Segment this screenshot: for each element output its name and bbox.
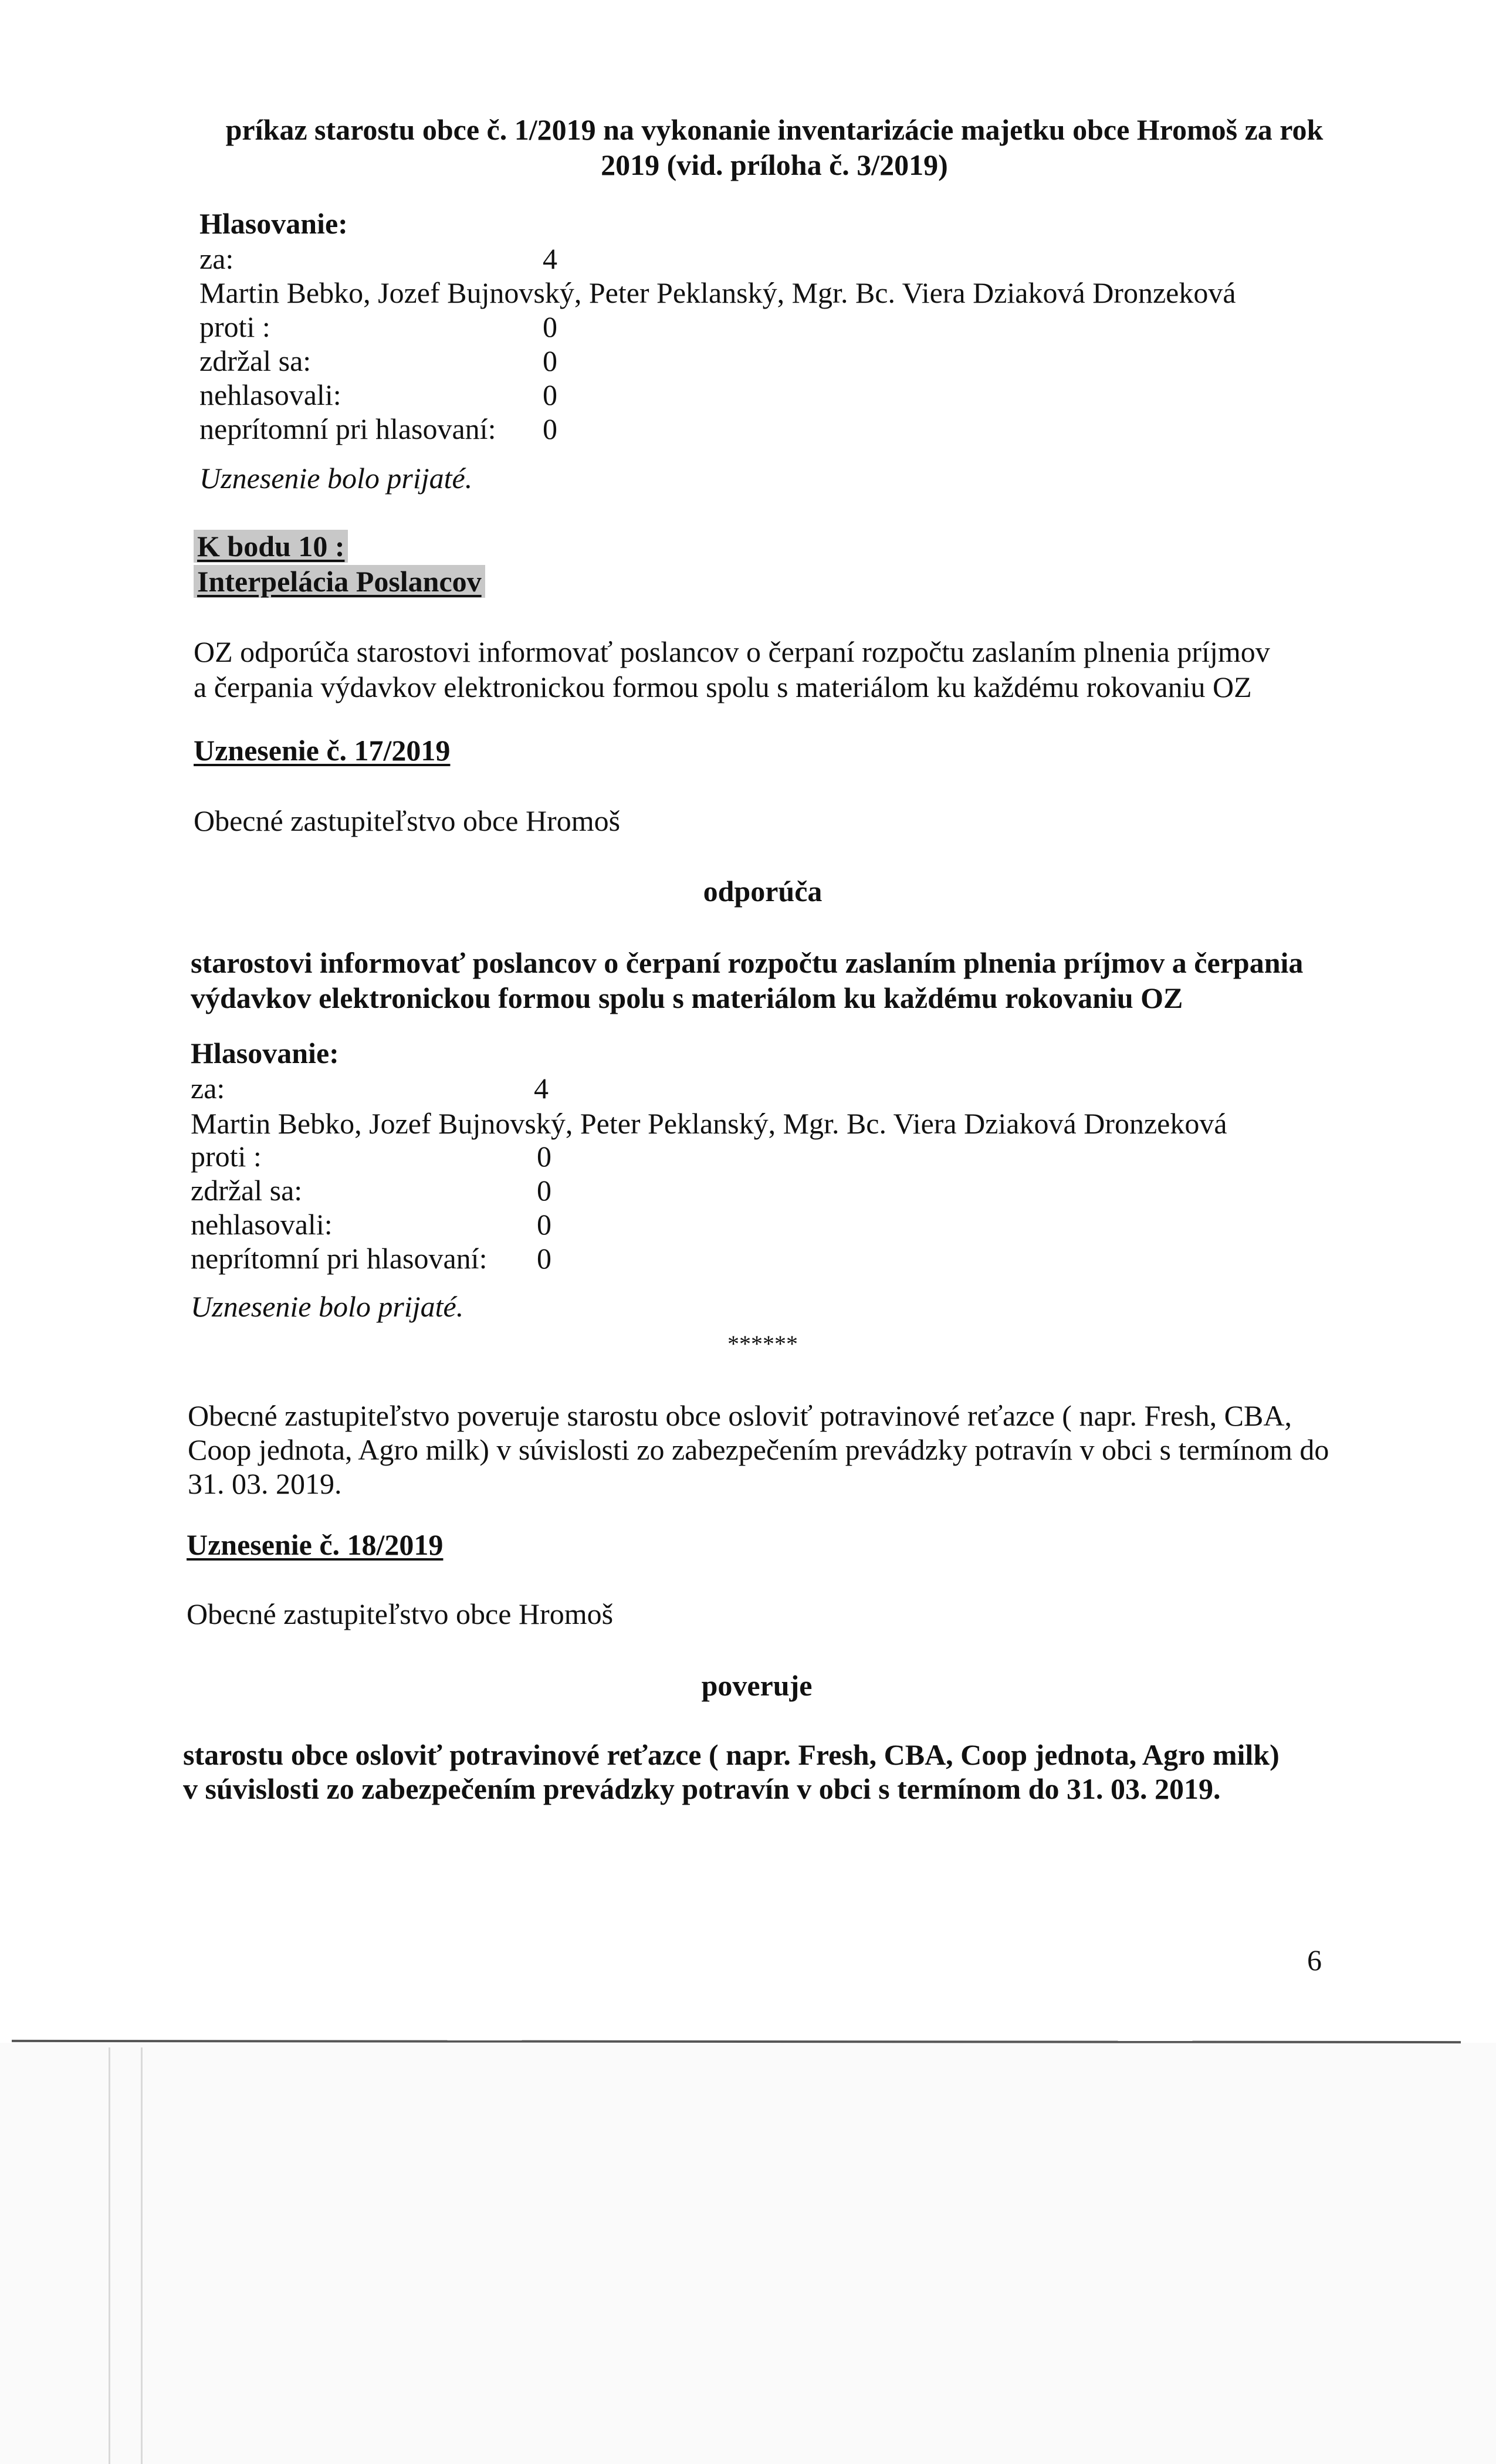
section10-heading-1-text: K bodu 10 : [194,530,348,563]
vote2-abstain-value: 0 [537,1174,551,1207]
vote2-novote-value: 0 [537,1208,551,1241]
vote1-title: Hlasovanie: [199,207,348,240]
resolution18-body: Obecné zastupiteľstvo obce Hromoš [187,1597,614,1630]
separator-stars: ****** [727,1331,798,1357]
resolution17-text-line-2: výdavkov elektronickou formou spolu s materiálom ku každému rokovaniu OZ [191,981,1183,1014]
resolution17-verb: odporúča [703,875,823,908]
resolution17-body: Obecné zastupiteľstvo obce Hromoš [194,804,621,837]
vote1-for-label: za: [199,242,234,275]
chains-para-line-3: 31. 03. 2019. [188,1467,342,1500]
vote2-for-label: za: [191,1072,225,1105]
section10-heading-1 [194,529,348,563]
vote2-against-value: 0 [537,1140,551,1173]
resolution18-text-line-2: v súvislosti zo zabezpečením prevádzky potravín v obci s termínom do 31. 03. 2019. [183,1772,1221,1805]
vote2-names: Martin Bebko, Jozef Bujnovský, Peter Peklanský, Mgr. Bc. Viera Dziaková Dronzeková [191,1107,1227,1140]
intro-line-2: 2019 (vid. príloha č. 3/2019) [601,148,948,181]
intro-line-1: príkaz starostu obce č. 1/2019 na vykonanie inventarizácie majetku obce Hromoš za rok [225,113,1324,146]
vote1-result: Uznesenie bolo prijaté. [199,462,473,495]
scan-artifact-line-1 [109,2047,110,2464]
section10-para-line-1: OZ odporúča starostovi informovať poslancov o čerpaní rozpočtu zaslaním plnenia príjmov [194,635,1270,668]
chains-para-line-2: Coop jednota, Agro milk) v súvislosti zo zabezpečením prevádzky potravín v obci s termínom do [188,1433,1329,1466]
page-number: 6 [1307,1944,1322,1976]
vote2-against-label: proti : [191,1140,262,1173]
section10-heading-2 [194,564,485,598]
vote1-abstain-value: 0 [543,344,557,377]
vote1-against-label: proti : [199,310,270,343]
vote2-absent-label: neprítomní pri hlasovaní: [191,1242,488,1275]
vote2-title: Hlasovanie: [191,1037,339,1069]
vote2-abstain-label: zdržal sa: [191,1174,303,1207]
vote1-for-value: 4 [543,242,557,275]
resolution18-title: Uznesenie č. 18/2019 [187,1528,444,1561]
vote1-novote-value: 0 [543,378,557,411]
resolution18-verb: poveruje [701,1669,813,1702]
resolution17-text-line-1: starostovi informovať poslancov o čerpaní rozpočtu zaslaním plnenia príjmov a čerpania [191,946,1304,979]
vote1-abstain-label: zdržal sa: [199,344,312,377]
chains-para-line-1: Obecné zastupiteľstvo poveruje starostu obce osloviť potravinové reťazce ( napr. Fresh, CBA, [188,1399,1292,1432]
vote1-absent-value: 0 [543,412,557,445]
vote2-absent-value: 0 [537,1242,551,1275]
vote1-novote-label: nehlasovali: [199,378,341,411]
scan-margin-area [0,2043,1496,2464]
vote2-novote-label: nehlasovali: [191,1208,333,1241]
section10-heading-2-text: Interpelácia Poslancov [194,565,485,598]
resolution17-title: Uznesenie č. 17/2019 [194,734,451,767]
vote2-result: Uznesenie bolo prijaté. [191,1290,464,1323]
vote1-against-value: 0 [543,310,557,343]
section10-para-line-2: a čerpania výdavkov elektronickou formou spolu s materiálom ku každému rokovaniu OZ [194,671,1252,703]
vote1-absent-label: neprítomní pri hlasovaní: [199,412,496,445]
vote2-for-value: 4 [534,1072,549,1105]
vote1-names: Martin Bebko, Jozef Bujnovský, Peter Peklanský, Mgr. Bc. Viera Dziaková Dronzeková [199,276,1236,309]
scan-artifact-line-2 [141,2047,143,2464]
resolution18-text-line-1: starostu obce osloviť potravinové reťazce ( napr. Fresh, CBA, Coop jednota, Agro milk) [183,1738,1280,1771]
